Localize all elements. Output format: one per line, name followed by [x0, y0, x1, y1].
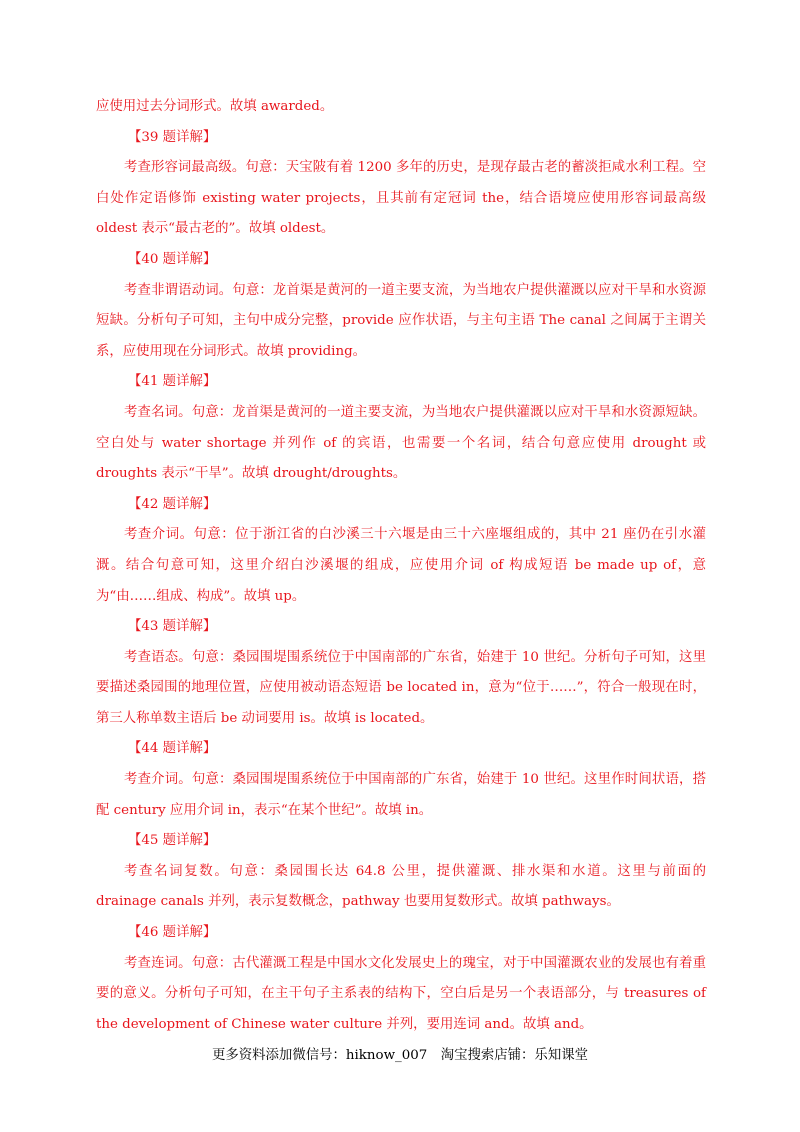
section-heading-43: 【43 题详解】: [128, 619, 217, 635]
section-body-43: 考查语态。句意：桑园围堤围系统位于中国南部的广东省，始建于 10 世纪。分析句子可知，这里要描述桑园围的地理位置，应使用被动语态短语 be located in，意为“位于……”，符合一般现在时，第三人称单数主语后 be 动词要用 is。故填 is located。: [96, 649, 706, 726]
section-heading-42: 【42 题详解】: [128, 496, 217, 512]
section-heading-39: 【39 题详解】: [128, 129, 217, 145]
answer-explanations: [96, 92, 706, 1040]
section-body-42: 考查介词。句意：位于浙江省的白沙溪三十六堰是由三十六座堰组成的，其中 21 座仍在引水灌溉。结合句意可知，这里介绍白沙溪堰的组成，应使用介词 of 构成短语 be made up of，意为“由……组成、构成”。故填 up。: [96, 527, 706, 604]
section-body-41: 考查名词。句意：龙首渠是黄河的一道主要支流，为当地农户提供灌溉以应对干旱和水资源短缺。空白处与 water shortage 并列作 of 的宾语，也需要一个名词，结合句意应使用 drought 或 droughts 表示“干旱”。故填 drought/droughts。: [96, 404, 706, 482]
section-heading-45: 【45 题详解】: [128, 833, 217, 849]
page-footer: 更多资料添加微信号：hiknow_007 淘宝搜索店铺：乐知课堂: [211, 1048, 588, 1063]
section-heading-40: 【40 题详解】: [128, 251, 217, 267]
section-body-45: 考查名词复数。句意：桑园围长达 64.8 公里，提供灌溉、排水渠和水道。这里与前面的 drainage canals 并列，表示复数概念，pathway 也要用复数形式。故填 pathways。: [96, 863, 706, 910]
section-body-44: 考查介词。句意：桑园围堤围系统位于中国南部的广东省，始建于 10 世纪。这里作时间状语，搭配 century 应用介词 in，表示“在某个世纪”。故填 in。: [96, 772, 706, 818]
section-heading-46: 【46 题详解】: [128, 925, 217, 941]
section-body-39: 考查形容词最高级。句意：天宝陂有着 1200 多年的历史，是现存最古老的蓄淡拒咸水利工程。空白处作定语修饰 existing water projects，且其前有定冠词 the，结合语境应使用形容词最高级 oldest 表示“最古老的”。故填 oldest。: [96, 160, 706, 237]
section-heading-41: 【41 题详解】: [128, 374, 217, 390]
intro-text: 应使用过去分词形式。故填 awarded。: [96, 99, 334, 114]
section-heading-44: 【44 题详解】: [128, 741, 217, 757]
section-body-46: 考查连词。句意：古代灌溉工程是中国水文化发展史上的瑰宝，对于中国灌溉农业的发展也有着重要的意义。分析句子可知，在主干句子主系表的结构下，空白后是另一个表语部分，与 treasures of the development of Chinese water culture 并列，要用连词 and。故填 and。: [96, 955, 706, 1032]
section-body-40: 考查非谓语动词。句意：龙首渠是黄河的一道主要支流，为当地农户提供灌溉以应对干旱和水资源短缺。分析句子可知，主句中成分完整，provide 应作状语，与主句主语 The canal 之间属于主谓关系，应使用现在分词形式。故填 providing。: [96, 282, 706, 359]
